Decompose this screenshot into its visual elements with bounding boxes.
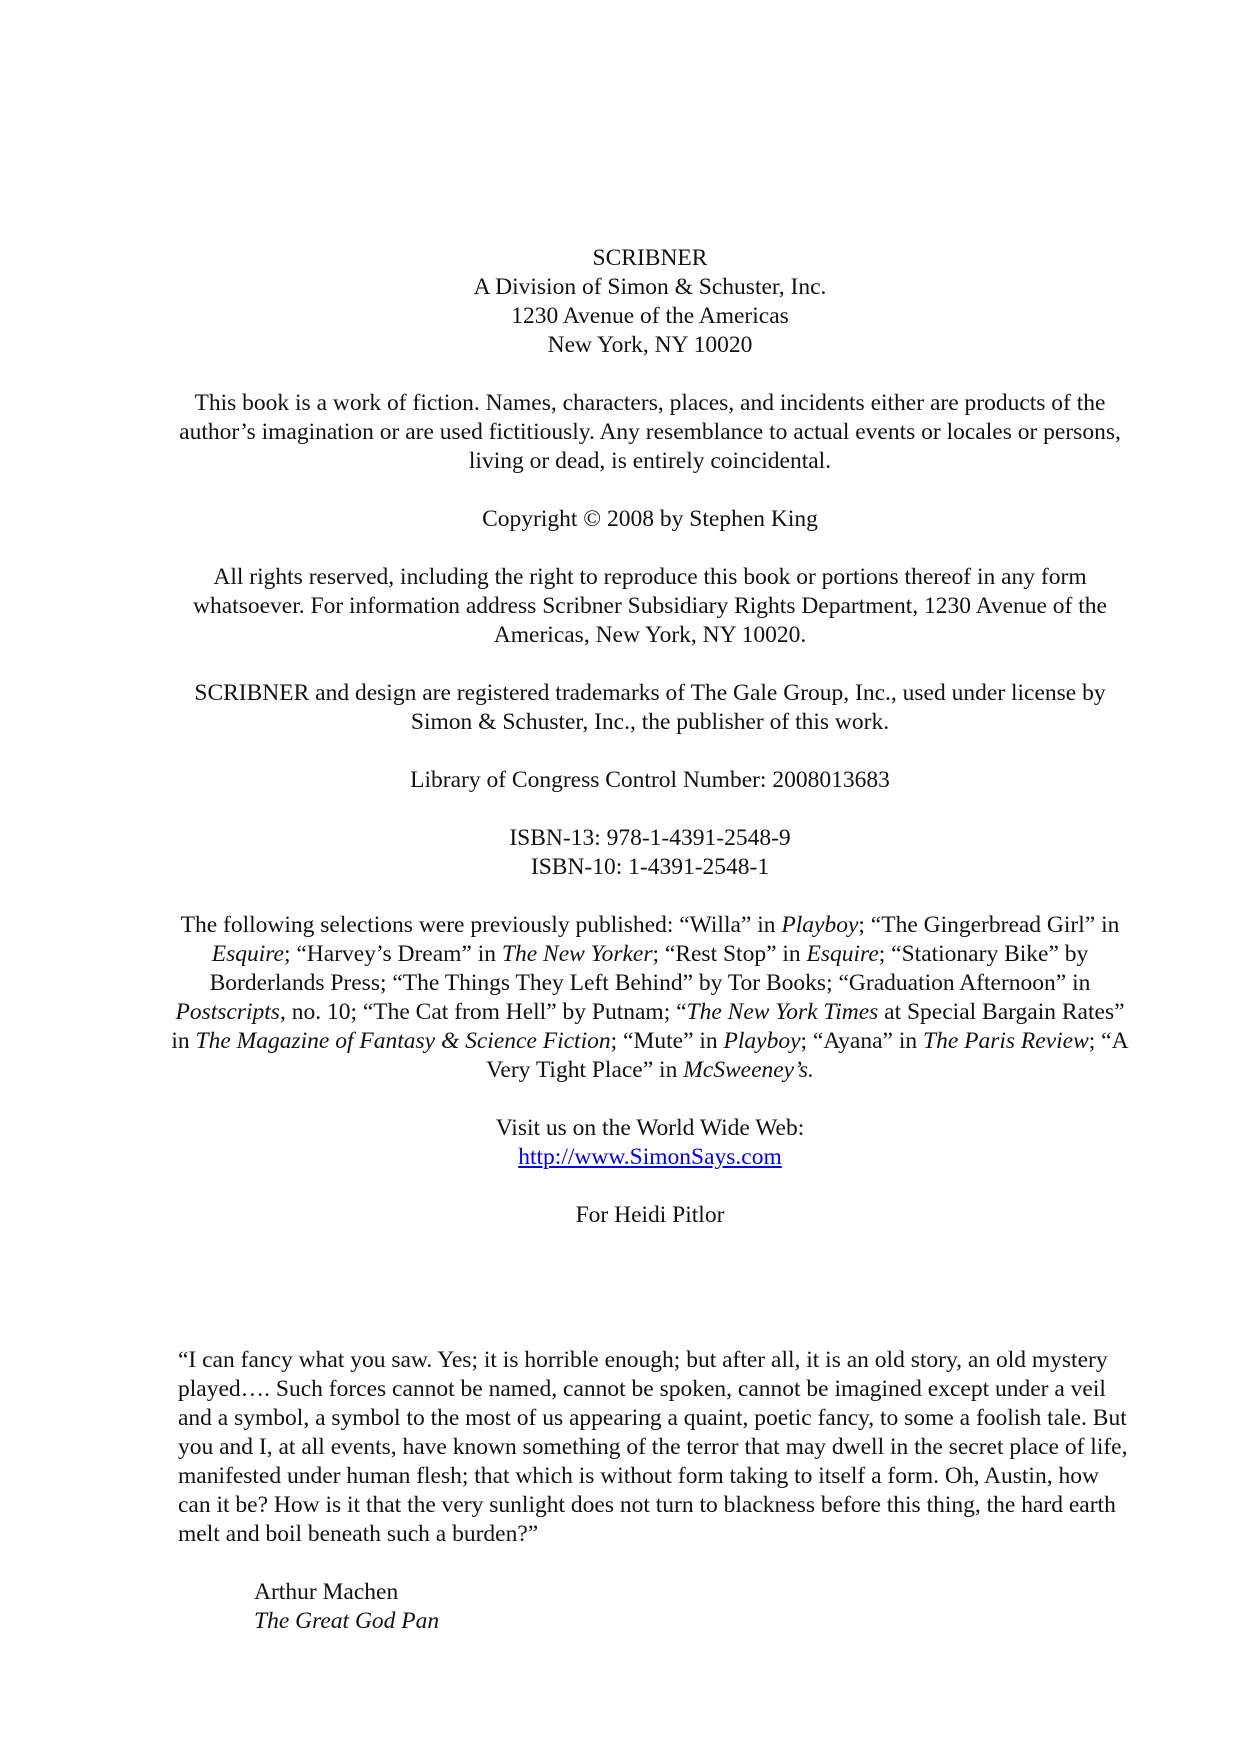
publisher-division: A Division of Simon & Schuster, Inc. bbox=[473, 274, 827, 300]
previously-published-text: ; “The Gingerbread Girl” in bbox=[858, 912, 1120, 938]
publication-title: Esquire bbox=[806, 941, 879, 967]
dedication: For Heidi Pitlor bbox=[575, 1202, 725, 1228]
publisher-info bbox=[170, 244, 1130, 360]
previously-published-text: ; “Rest Stop” in bbox=[652, 941, 807, 967]
publisher-name: SCRIBNER bbox=[592, 245, 708, 271]
rights-notice: All rights reserved, including the right to reproduce this book or portions thereof in any form whatsoever. For information address Scribner Subsidiary Rights Department, 1230 Avenue of the Americas, New York, NY 10020. bbox=[193, 564, 1107, 648]
epigraph-attribution bbox=[254, 1578, 439, 1636]
publication-title: Playboy bbox=[723, 1028, 801, 1054]
isbn-10: ISBN-10: 1-4391-2548-1 bbox=[530, 854, 770, 880]
fiction-notice: This book is a work of fiction. Names, characters, places, and incidents either are products of the author’s imagination or are used fictitiously. Any resemblance to actual events or locales or persons, living or dead, is entirely coincidental. bbox=[179, 390, 1121, 474]
previously-published-notice bbox=[170, 911, 1130, 1085]
publication-title: Postscripts bbox=[175, 999, 280, 1025]
previously-published-text: ; “Harvey’s Dream” in bbox=[283, 941, 502, 967]
publication-title: Playboy bbox=[781, 912, 859, 938]
epigraph bbox=[178, 1346, 1128, 1549]
web-block bbox=[170, 1114, 1130, 1172]
website-link[interactable]: http://www.SimonSays.com bbox=[518, 1144, 782, 1170]
publisher-address-line1: 1230 Avenue of the Americas bbox=[511, 303, 789, 329]
copyright-notice: Copyright © 2008 by Stephen King bbox=[482, 506, 818, 532]
previously-published-text: ; “Ayana” in bbox=[800, 1028, 923, 1054]
isbn-13: ISBN-13: 978-1-4391-2548-9 bbox=[509, 825, 791, 851]
epigraph-author: Arthur Machen bbox=[254, 1579, 399, 1605]
epigraph-quote: “I can fancy what you saw. Yes; it is horrible enough; but after all, it is an old story, an old mystery played…. Such forces cannot be named, cannot be spoken, cannot be imagined except under a veil and a symbol, a symbol to the most of us appearing a quaint, poetic fancy, to some a foolish tale. But you and I, at all events, have known something of the terror that may dwell in the secret place of life, manifested under human flesh; that which is without form taking to itself a form. Oh, Austin, how can it be? How is it that the very sunlight does not turn to blackness before this thing, the hard earth melt and boil beneath such a burden?” bbox=[178, 1347, 1128, 1547]
previously-published-text: at Special Bargain Rates” in bbox=[171, 999, 1125, 1054]
trademark-notice: SCRIBNER and design are registered trademarks of The Gale Group, Inc., used under license by Simon & Schuster, Inc., the publisher of this work. bbox=[194, 680, 1106, 735]
web-label: Visit us on the World Wide Web: bbox=[495, 1115, 805, 1141]
copyright-block bbox=[170, 244, 1130, 1259]
previously-published-text: , no. 10; “The Cat from Hell” by Putnam; “ bbox=[279, 999, 687, 1025]
previously-published-text: ; “A Very Tight Place” in bbox=[486, 1028, 1129, 1083]
previously-published-text: The following selections were previously published: “Willa” in bbox=[180, 912, 782, 938]
publisher-address-line2: New York, NY 10020 bbox=[547, 332, 753, 358]
publication-title: The New Yorker bbox=[501, 941, 653, 967]
publication-title: Esquire bbox=[211, 941, 284, 967]
epigraph-source: The Great God Pan bbox=[254, 1608, 440, 1634]
isbn-block bbox=[170, 824, 1130, 882]
lccn: Library of Congress Control Number: 2008013683 bbox=[410, 767, 890, 793]
previously-published-text: ; “Stationary Bike” by Borderlands Press; “The Things They Left Behind” by Tor Books; “Graduation Afternoon” in bbox=[209, 941, 1091, 996]
publication-title: The Paris Review bbox=[923, 1028, 1089, 1054]
publication-title: The Magazine of Fantasy & Science Fiction bbox=[195, 1028, 611, 1054]
publication-title: The New York Times bbox=[686, 999, 879, 1025]
previously-published-text: ; “Mute” in bbox=[610, 1028, 724, 1054]
publication-title: McSweeney’s. bbox=[683, 1057, 814, 1083]
